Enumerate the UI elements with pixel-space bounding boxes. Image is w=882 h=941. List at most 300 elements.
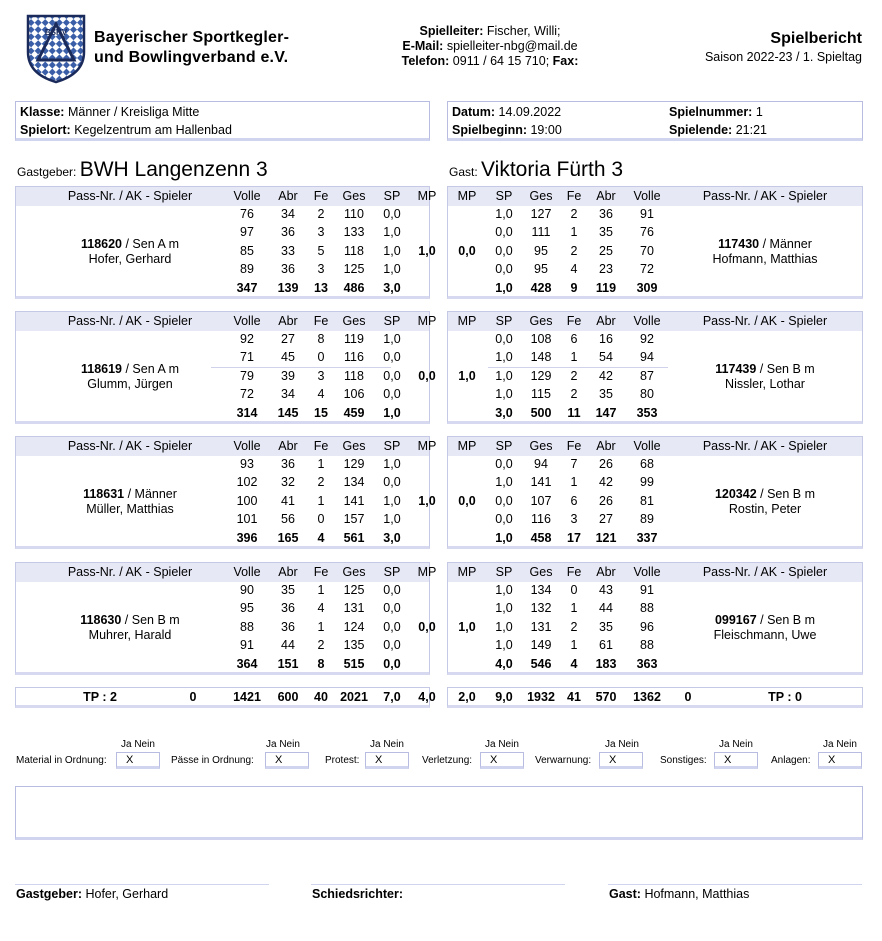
score-cell: 0	[570, 583, 578, 597]
total-value: 1932	[527, 690, 555, 704]
away-team-heading	[449, 158, 623, 182]
player-pass-number: 117439	[715, 362, 757, 376]
score-cell: 0,0	[383, 387, 401, 401]
spielnummer-label: Spielnummer:	[669, 105, 753, 119]
score-cell: 115	[531, 387, 551, 401]
score-cell: 68	[640, 457, 654, 471]
score-cell: 1,0	[495, 207, 513, 221]
checkbox-mark: X	[828, 754, 836, 766]
total-value: 4,0	[418, 690, 436, 704]
column-header: Ges	[342, 565, 366, 579]
score-cell: 6	[570, 494, 578, 508]
column-header: Pass-Nr. / AK - Spieler	[67, 439, 193, 453]
match-points: 0,0	[458, 244, 476, 258]
player-info	[35, 487, 225, 517]
referee-signature-label: Schiedsrichter:	[312, 887, 404, 901]
column-header: SP	[495, 439, 513, 453]
away-game-table	[447, 436, 863, 549]
player-pass-number: 117430	[718, 237, 760, 251]
checkbox-verwarnung[interactable]	[599, 752, 643, 769]
column-header: Abr	[596, 439, 616, 453]
score-cell: 34	[281, 387, 295, 401]
column-header: Pass-Nr. / AK - Spieler	[702, 565, 828, 579]
column-header: MP	[457, 565, 477, 579]
ja-nein-header: Ja Nein	[605, 739, 639, 750]
score-cell: 2	[570, 369, 578, 383]
total-cell: 314	[236, 406, 258, 420]
home-game-table	[15, 436, 437, 549]
score-cell: 0,0	[383, 207, 401, 221]
column-header: SP	[383, 314, 401, 328]
total-cell: 515	[343, 657, 365, 671]
score-cell: 44	[599, 601, 613, 615]
player-pass-number: 099167	[714, 613, 757, 627]
column-header: MP	[417, 565, 437, 579]
total-value: 2,0	[458, 690, 476, 704]
player-age-class: / Sen A m	[122, 237, 179, 251]
score-cell: 42	[599, 369, 613, 383]
referee-signature-line	[311, 884, 565, 885]
score-cell: 1,0	[495, 583, 513, 597]
score-cell: 116	[344, 350, 364, 364]
column-header: SP	[495, 314, 513, 328]
column-header: Fe	[566, 189, 582, 203]
checkbox-mark: X	[609, 754, 617, 766]
org-name	[94, 28, 289, 68]
total-value: 1362	[633, 690, 661, 704]
datum-label: Datum:	[452, 105, 496, 119]
total-cell: 347	[236, 281, 258, 295]
column-header: Volle	[633, 565, 661, 579]
player-pass-number: 118631	[83, 487, 125, 501]
total-value: 40	[314, 690, 328, 704]
score-cell: 34	[281, 207, 295, 221]
player-pass-number: 118630	[80, 613, 122, 627]
ja-nein-header: Ja Nein	[823, 739, 857, 750]
score-cell: 95	[240, 601, 254, 615]
referee-signature	[312, 887, 403, 901]
score-cell: 100	[236, 494, 258, 508]
score-cell: 39	[281, 369, 295, 383]
score-cell: 1,0	[495, 350, 513, 364]
score-cell: 35	[599, 225, 613, 239]
score-cell: 107	[530, 494, 552, 508]
score-cell: 134	[343, 475, 365, 489]
score-cell: 99	[640, 475, 654, 489]
column-header: Volle	[233, 314, 261, 328]
column-header: MP	[417, 189, 437, 203]
player-pass-number: 120342	[714, 487, 757, 501]
score-cell: 35	[599, 620, 613, 634]
total-cell: 4,0	[495, 657, 513, 671]
total-cell: 151	[277, 657, 299, 671]
score-cell: 141	[530, 475, 552, 489]
score-cell: 129	[343, 457, 365, 471]
logo-text: BSKV	[44, 28, 68, 37]
score-cell: 0,0	[495, 262, 513, 276]
spielort-label: Spielort:	[20, 123, 71, 137]
column-header: Abr	[596, 314, 616, 328]
score-cell: 119	[344, 332, 364, 346]
checklist-label-protest: Protest:	[325, 755, 360, 766]
score-cell: 0,0	[495, 332, 513, 346]
column-header: Abr	[278, 314, 298, 328]
score-cell: 1	[570, 475, 578, 489]
column-header: MP	[457, 439, 477, 453]
column-header: MP	[417, 439, 437, 453]
score-cell: 111	[531, 225, 551, 239]
score-cell: 6	[570, 332, 578, 346]
score-cell: 124	[343, 620, 365, 634]
total-value: 7,0	[383, 690, 401, 704]
away-signature-value: Hofmann, Matthias	[644, 887, 750, 901]
player-name: Hofmann, Matthias	[712, 252, 818, 266]
spielleiter-value: Fischer, Willi;	[486, 24, 561, 38]
total-cell: 396	[236, 531, 258, 545]
spielleiter-label: Spielleiter:	[419, 24, 484, 38]
telefon-label: Telefon:	[401, 54, 450, 68]
score-cell: 2	[317, 475, 325, 489]
checkbox-protest[interactable]	[365, 752, 409, 769]
checkbox-material[interactable]	[116, 752, 160, 769]
player-age-class: / Männer	[759, 237, 812, 251]
checkbox-verletzung[interactable]	[480, 752, 524, 769]
score-cell: 91	[640, 207, 654, 221]
column-header: Fe	[313, 439, 329, 453]
score-cell: 54	[599, 350, 613, 364]
score-cell: 26	[599, 457, 613, 471]
score-cell: 1,0	[495, 620, 513, 634]
home-team-label: Gastgeber:	[17, 165, 77, 179]
score-cell: 1	[317, 620, 325, 634]
column-header: SP	[383, 565, 401, 579]
total-cell: 3,0	[383, 531, 401, 545]
score-cell: 85	[240, 244, 254, 258]
score-cell: 148	[530, 350, 552, 364]
score-cell: 132	[530, 601, 552, 615]
total-cell: 17	[567, 531, 581, 545]
score-cell: 89	[240, 262, 254, 276]
total-cell: 353	[636, 406, 658, 420]
score-cell: 45	[281, 350, 295, 364]
column-header: SP	[495, 189, 513, 203]
score-cell: 16	[599, 332, 613, 346]
score-cell: 1,0	[383, 225, 401, 239]
player-age-class: / Sen B m	[756, 487, 816, 501]
total-cell: 458	[530, 531, 552, 545]
score-cell: 8	[317, 332, 325, 346]
org-line-2: und Bowlingverband e.V.	[94, 49, 289, 66]
match-points: 0,0	[418, 620, 436, 634]
player-name: Glumm, Jürgen	[87, 377, 173, 391]
away-signature	[609, 887, 749, 901]
checklist-label-anlagen: Anlagen:	[771, 755, 811, 766]
total-cell: 4	[570, 657, 578, 671]
checkbox-sonstiges[interactable]	[714, 752, 758, 769]
match-points: 0,0	[458, 494, 476, 508]
score-cell: 0,0	[495, 494, 513, 508]
score-cell: 0,0	[383, 620, 401, 634]
checklist-label-sonstiges: Sonstiges:	[660, 755, 707, 766]
score-cell: 72	[640, 262, 654, 276]
spielbeginn-value: 19:00	[530, 123, 562, 137]
column-header: Volle	[233, 565, 261, 579]
away-team-label: Gast:	[449, 165, 478, 179]
column-header: Pass-Nr. / AK - Spieler	[702, 189, 828, 203]
total-cell: 1,0	[495, 281, 513, 295]
total-cell: 3,0	[495, 406, 513, 420]
score-cell: 118	[344, 369, 364, 383]
total-cell: 9	[570, 281, 578, 295]
player-age-class: / Sen A m	[122, 362, 179, 376]
column-header: Ges	[342, 189, 366, 203]
score-cell: 94	[640, 350, 654, 364]
notes-field[interactable]	[15, 786, 863, 840]
score-cell: 36	[281, 620, 295, 634]
score-cell: 95	[534, 244, 548, 258]
score-cell: 125	[343, 583, 365, 597]
score-cell: 72	[240, 387, 254, 401]
player-name: Hofer, Gerhard	[88, 252, 172, 266]
score-cell: 0,0	[383, 583, 401, 597]
total-cell: 428	[530, 281, 552, 295]
fax-label: Fax:	[552, 54, 579, 68]
total-cell: 13	[314, 281, 328, 295]
score-cell: 118	[344, 244, 364, 258]
player-info	[35, 362, 225, 392]
checkbox-paesse[interactable]	[265, 752, 309, 769]
home-totals-row	[15, 687, 436, 708]
column-header: Fe	[566, 565, 582, 579]
score-cell: 0	[317, 350, 325, 364]
column-header: SP	[383, 189, 401, 203]
column-header: Ges	[529, 439, 553, 453]
checkbox-anlagen[interactable]	[818, 752, 862, 769]
match-points: 0,0	[418, 369, 436, 383]
score-cell: 43	[599, 583, 613, 597]
score-cell: 3	[570, 512, 578, 526]
score-cell: 35	[281, 583, 295, 597]
email-value[interactable]: spielleiter-nbg@mail.de	[446, 39, 578, 53]
score-cell: 90	[240, 583, 254, 597]
column-header: Volle	[233, 439, 261, 453]
score-cell: 1,0	[495, 387, 513, 401]
report-title-block	[705, 30, 862, 64]
column-header: Fe	[313, 189, 329, 203]
contact-block	[380, 24, 600, 69]
total-cell: 1,0	[383, 406, 401, 420]
player-info	[670, 362, 860, 392]
total-cell: 8	[317, 657, 325, 671]
column-header: Pass-Nr. / AK - Spieler	[702, 314, 828, 328]
score-cell: 4	[317, 601, 325, 615]
match-points: 1,0	[418, 244, 436, 258]
score-cell: 61	[599, 638, 613, 652]
checkbox-mark: X	[490, 754, 498, 766]
score-cell: 88	[640, 638, 654, 652]
match-points: 1,0	[458, 369, 476, 383]
score-cell: 134	[530, 583, 552, 597]
telefon-value: 0911 / 64 15 710;	[452, 54, 550, 68]
away-signature-line	[608, 884, 862, 885]
column-header: Ges	[529, 189, 553, 203]
player-pass-number: 118620	[80, 237, 123, 251]
email-label: E-Mail:	[402, 39, 444, 53]
away-team-name: Viktoria Fürth 3	[481, 158, 624, 181]
score-cell: 2	[570, 387, 578, 401]
score-cell: 27	[281, 332, 295, 346]
score-cell: 0,0	[495, 244, 513, 258]
score-cell: 1,0	[383, 244, 401, 258]
ja-nein-header: Ja Nein	[266, 739, 300, 750]
checkbox-mark: X	[126, 754, 134, 766]
score-cell: 89	[640, 512, 654, 526]
home-signature-line	[15, 884, 269, 885]
total-cell: 139	[277, 281, 299, 295]
score-cell: 125	[343, 262, 365, 276]
column-header: Volle	[633, 314, 661, 328]
away-totals-row	[447, 687, 863, 708]
score-cell: 1	[570, 601, 578, 615]
checklist-label-verwarnung: Verwarnung:	[535, 755, 592, 766]
datum-value: 14.09.2022	[498, 105, 562, 119]
ja-nein-header: Ja Nein	[719, 739, 753, 750]
score-cell: 135	[343, 638, 365, 652]
score-cell: 79	[240, 369, 254, 383]
checkbox-mark: X	[275, 754, 283, 766]
score-cell: 35	[599, 387, 613, 401]
score-cell: 1	[317, 457, 325, 471]
score-cell: 23	[599, 262, 613, 276]
column-header: Abr	[278, 189, 298, 203]
total-cell: 364	[236, 657, 258, 671]
column-header: Volle	[633, 189, 661, 203]
player-info	[670, 237, 860, 267]
score-cell: 95	[534, 262, 548, 276]
total-value: 570	[595, 690, 617, 704]
column-header: MP	[417, 314, 437, 328]
score-cell: 1	[570, 350, 578, 364]
column-header: Ges	[342, 439, 366, 453]
score-cell: 80	[640, 387, 654, 401]
total-cell: 119	[595, 281, 617, 295]
bskv-logo	[24, 12, 88, 84]
score-cell: 0,0	[383, 601, 401, 615]
checklist-label-material: Material in Ordnung:	[16, 755, 107, 766]
total-cell: 459	[343, 406, 365, 420]
column-header: Abr	[596, 565, 616, 579]
player-name: Muhrer, Harald	[88, 628, 172, 642]
column-header: Pass-Nr. / AK - Spieler	[67, 189, 193, 203]
match-points: 1,0	[418, 494, 436, 508]
away-game-table	[447, 562, 863, 675]
score-cell: 96	[640, 620, 654, 634]
score-cell: 1,0	[383, 512, 401, 526]
score-cell: 25	[599, 244, 613, 258]
score-cell: 44	[281, 638, 295, 652]
away-team-points: TP : 0	[768, 690, 802, 704]
column-header: Abr	[596, 189, 616, 203]
column-header: Pass-Nr. / AK - Spieler	[67, 565, 193, 579]
score-cell: 32	[281, 475, 295, 489]
column-header: Volle	[633, 439, 661, 453]
score-cell: 1	[570, 225, 578, 239]
ja-nein-header: Ja Nein	[370, 739, 404, 750]
score-cell: 0,0	[495, 457, 513, 471]
player-age-class: / Sen B m	[756, 362, 815, 376]
spielort-value: Kegelzentrum am Hallenbad	[74, 123, 232, 137]
score-cell: 4	[570, 262, 578, 276]
player-age-class: / Sen B m	[121, 613, 180, 627]
spielende-value: 21:21	[735, 123, 767, 137]
away-game-table	[447, 186, 863, 299]
home-team-heading	[17, 158, 268, 182]
score-cell: 0,0	[383, 475, 401, 489]
home-signature-label: Gastgeber:	[16, 887, 82, 901]
score-cell: 1	[317, 494, 325, 508]
spielnummer-value: 1	[755, 105, 763, 119]
ja-nein-header: Ja Nein	[485, 739, 519, 750]
spielende-label: Spielende:	[669, 123, 733, 137]
score-cell: 87	[640, 369, 654, 383]
score-cell: 26	[599, 494, 613, 508]
total-cell: 11	[567, 406, 581, 420]
score-cell: 2	[317, 638, 325, 652]
total-cell: 363	[636, 657, 658, 671]
score-cell: 0,0	[495, 512, 513, 526]
score-cell: 3	[317, 262, 325, 276]
column-header: Fe	[313, 565, 329, 579]
score-cell: 1,0	[383, 457, 401, 471]
score-cell: 36	[281, 262, 295, 276]
total-cell: 500	[530, 406, 552, 420]
player-age-class: / Männer	[124, 487, 177, 501]
total-cell: 165	[277, 531, 299, 545]
score-cell: 149	[530, 638, 552, 652]
score-cell: 5	[317, 244, 325, 258]
score-cell: 88	[640, 601, 654, 615]
score-cell: 7	[570, 457, 578, 471]
score-cell: 42	[599, 475, 613, 489]
home-signature	[16, 887, 168, 901]
class-location-box	[15, 101, 430, 141]
score-cell: 108	[530, 332, 552, 346]
total-cell: 1,0	[495, 531, 513, 545]
score-cell: 0	[317, 512, 325, 526]
total-cell: 309	[636, 281, 658, 295]
score-cell: 1,0	[383, 332, 401, 346]
ja-nein-header: Ja Nein	[121, 739, 155, 750]
score-cell: 141	[343, 494, 365, 508]
player-age-class: / Sen B m	[756, 613, 816, 627]
score-cell: 1	[317, 583, 325, 597]
checkbox-mark: X	[375, 754, 383, 766]
column-header: Pass-Nr. / AK - Spieler	[702, 439, 828, 453]
score-cell: 36	[281, 601, 295, 615]
score-cell: 92	[240, 332, 254, 346]
total-value: 2021	[340, 690, 368, 704]
column-header: Ges	[342, 314, 366, 328]
total-cell: 145	[277, 406, 299, 420]
score-cell: 1,0	[383, 262, 401, 276]
player-name: Rostin, Peter	[728, 502, 802, 516]
column-header: Abr	[278, 565, 298, 579]
score-cell: 91	[240, 638, 254, 652]
score-cell: 110	[344, 207, 364, 221]
score-cell: 70	[640, 244, 654, 258]
score-cell: 133	[343, 225, 365, 239]
column-header: Fe	[566, 314, 582, 328]
